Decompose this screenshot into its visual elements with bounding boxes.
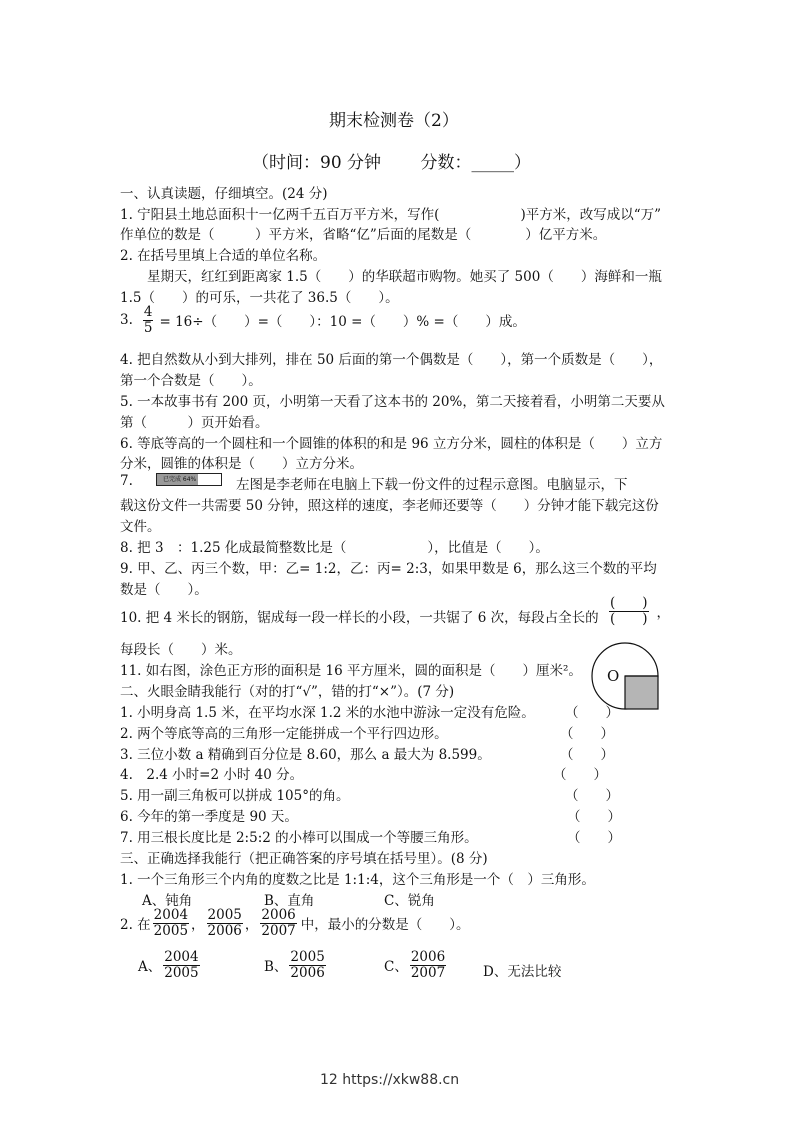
section3-heading: 三、正确选择我能行（把正确答案的序号填在括号里）。(8 分) [120,851,488,867]
fraction-denominator: 2006 [290,964,325,981]
q7-prefix: 7. [120,473,133,489]
s3-q2-line [120,908,470,939]
download-progress-bar [156,473,222,486]
shaded-square [625,676,658,709]
s3-q1-option-a: A、钝角 [142,893,193,909]
q1-line2: 作单位的数是（ ）平方米，省略“亿”后面的尾数是（ ）亿平方米。 [120,227,607,243]
q10-numerator: ( ) [610,595,648,611]
s3-q2-option-c [384,950,448,981]
circle-center-label: O [607,667,620,685]
q6-line2: 分米，圆锥的体积是（ ）立方分米。 [120,456,363,472]
q2-line1: 2. 在括号里填上合适的单位名称。 [120,248,327,264]
s3-q1-line: 1. 一个三角形三个内角的度数之比是 1:1:4，这个三角形是一个（ ）三角形。 [120,872,595,888]
fraction-numerator: 2005 [207,907,242,923]
q10-denominator: ( ) [610,610,648,627]
tf-answer-blank: （ ） [560,746,614,763]
q7-line1: 左图是李老师在电脑上下载一份文件的过程示意图。电脑显示，下 [236,477,628,493]
section2-heading: 二、火眼金睛我能行（对的打“√”，错的打“×”）。(7 分) [120,684,455,700]
q10-line2: 每段长（ ）米。 [120,642,242,658]
tf-answer-blank: （ ） [560,725,614,742]
tf-item-text: 5. 用一副三角板可以拼成 105°的角。 [120,788,350,805]
progress-label: 已完成 64% [163,476,197,483]
fraction-numerator: 2005 [290,949,325,965]
option-letter: B、 [264,959,288,976]
s3-q2-prefix: 2. 在 [120,917,151,934]
page-title: 期末检测卷（2） [329,111,459,131]
option-fraction [163,950,199,981]
q10-fraction-wrap [607,596,670,627]
q3-prefix: 3. [120,312,133,329]
s3-q1-option-b: B、直角 [264,893,315,909]
s3-q2-fraction-1 [153,908,189,939]
s3-q1-option-c: C、锐角 [384,893,435,909]
tf-answer-blank: （ ） [565,705,619,721]
q7-line3: 文件。 [120,519,161,535]
option-letter: C、 [384,959,408,976]
q3-denominator: 5 [143,319,153,336]
q9-line1: 9. 甲、乙、丙三个数，甲：乙= 1:2，乙：丙= 2:3，如果甲数是 6，那么这三个数的平均 [120,561,657,577]
q3-numerator: 4 [143,304,153,320]
q7-line2: 载这份文件一共需要 50 分钟，照这样的速度，李老师还要等（ ）分钟才能下载完这份 [120,498,659,514]
q2-line3: 1.5（ ）的可乐，一共花了 36.5（ ）。 [120,290,399,306]
tf-item-text: 7. 用三根长度比是 2:5:2 的小棒可以围成一个等腰三角形。 [120,829,478,846]
option-fraction [289,950,325,981]
fraction-denominator: 2005 [164,964,199,981]
s3-q2-option-a [138,950,202,981]
s3-q2-option-d: D、无法比较 [483,964,562,980]
tf-item-text: 6. 今年的第一季度是 90 天。 [120,809,298,825]
fraction-denominator: 2007 [261,922,296,939]
fraction-denominator: 2006 [207,922,242,939]
page-footer: 12 https://xkw88.cn [320,1072,460,1088]
q3-rest: = 16÷（ ）=（ ）：10 =（ ）% =（ ）成。 [159,314,526,331]
q4-line2: 第一个合数是（ ）。 [120,373,262,389]
q11-line: 11. 如右图，涂色正方形的面积是 16 平方厘米，圆的面积是（ ）厘米²。 [120,663,582,679]
section1-heading: 一、认真读题，仔细填空。(24 分) [120,186,328,202]
tf-item-text: 1. 小明身高 1.5 米，在平均水深 1.2 米的水池中游泳一定没有危险。 [120,705,535,721]
option-letter: A、 [138,959,162,976]
fraction-denominator: 2005 [153,922,189,939]
page-subtitle: （时间：90 分钟 分数：_____） [252,153,531,173]
tf-answer-blank: （ ） [567,829,621,846]
tf-answer-blank: （ ） [567,809,621,825]
separator: ， [191,917,205,934]
tf-answer-blank: （ ） [553,767,607,784]
q3-fraction [143,305,154,336]
q10-fraction [609,596,649,627]
separator: ， [244,917,259,934]
tf-answer-blank: （ ） [565,788,619,805]
s3-q2-option-b [264,950,328,981]
option-fraction [410,950,446,981]
tf-item-text: 3. 三位小数 a 精确到百分位是 8.60，那么 a 最大为 8.599。 [120,746,491,763]
s3-q2-suffix: 中，最小的分数是（ ）。 [300,917,470,934]
q2-line2: 星期天，红红到距离家 1.5（ ）的华联超市购物。她买了 500（ ）海鲜和一瓶 [147,269,662,285]
q4-line1: 4. 把自然数从小到大排列，排在 50 后面的第一个偶数是（ ），第一个质数是（ ）， [120,352,663,368]
q5-line1: 5. 一本故事书有 200 页，小明第一天看了这本书的 20%，第二天接着看，小明第二天要从 [120,394,665,410]
s3-q2-fraction-3 [260,908,296,939]
tf-item-text: 4. 2.4 小时=2 小时 40 分。 [120,767,304,784]
fraction-denominator: 2007 [410,964,446,981]
q1-line1: 1. 宁阳县土地总面积十一亿两千五百万平方米，写作( )平方米，改写成以“万” [120,207,662,223]
fraction-numerator: 2004 [164,949,199,965]
q10-comma: ， [656,605,671,622]
fraction-numerator: 2006 [261,907,296,923]
q10-line1: 10. 把 4 米长的钢筋，锯成每一段一样长的小段，一共锯了 6 次，每段占全长的 [120,610,599,626]
q8-line: 8. 把 3 ：1.25 化成最简整数比是（ ），比值是（ ）。 [120,540,549,556]
q6-line1: 6. 等底等高的一个圆柱和一个圆锥的体积的和是 96 立方分米，圆柱的体积是（ ）立方 [120,436,663,452]
s3-q2-fraction-2 [207,908,243,939]
fraction-numerator: 2006 [410,949,446,965]
q9-line2: 数是（ ）。 [120,582,208,598]
tf-item-text: 2. 两个等底等高的三角形一定能拼成一个平行四边形。 [120,725,448,742]
q5-line2: 第（ ）页开始看。 [120,415,269,431]
fraction-numerator: 2004 [153,907,189,923]
q3-line [120,305,526,336]
